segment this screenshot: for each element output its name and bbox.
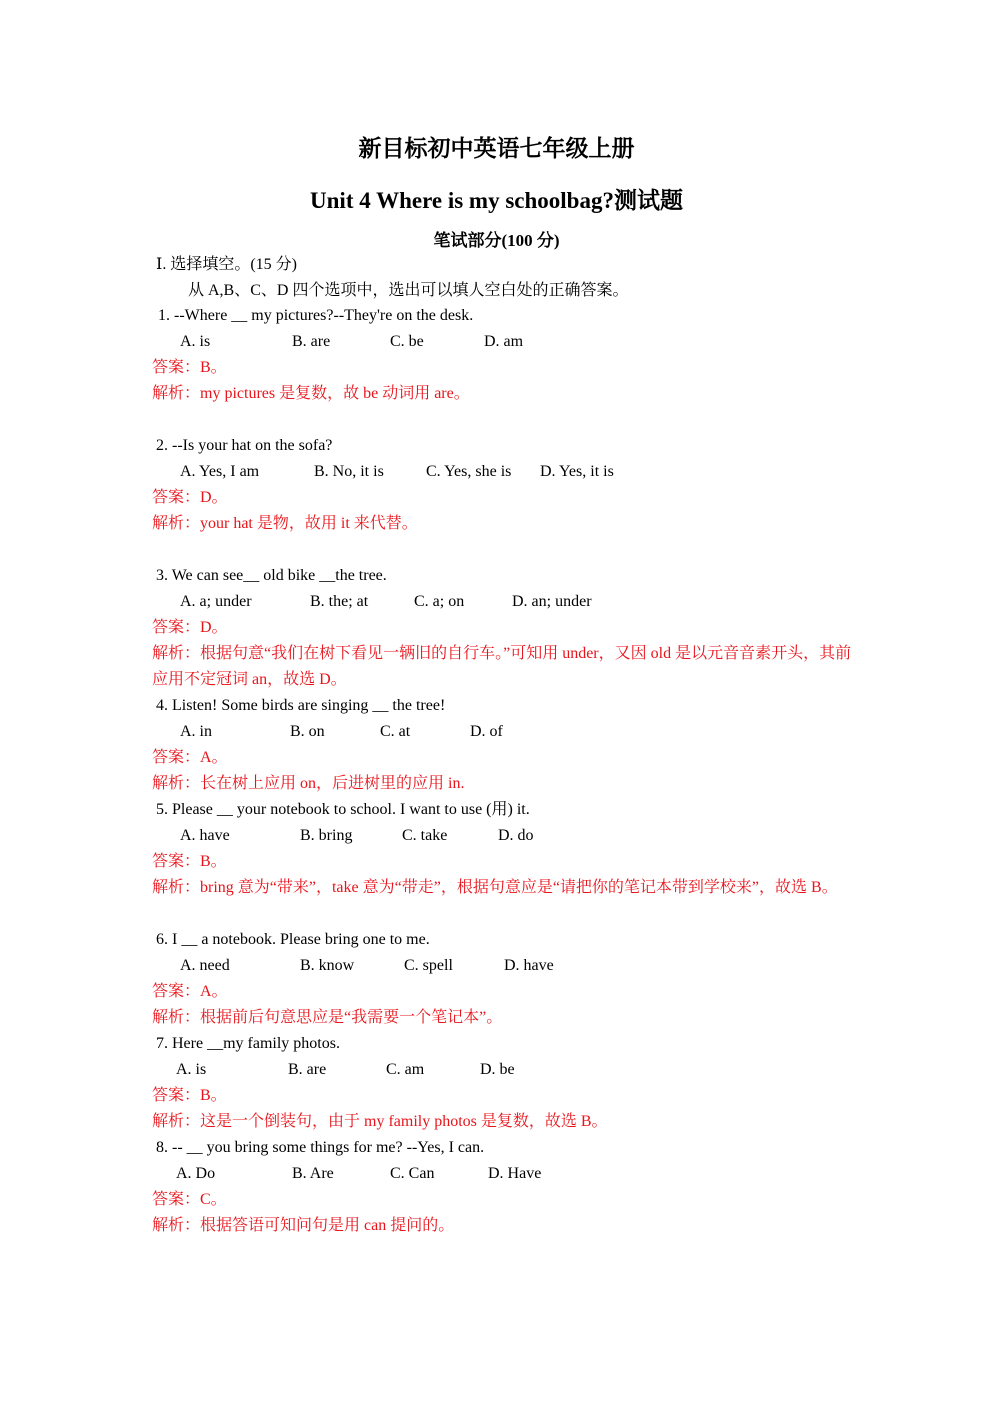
option-c: C. Can [390, 1165, 435, 1182]
section-heading: Ⅰ. 选择填空。(15 分) [156, 256, 297, 273]
option-a: A. is [176, 1061, 207, 1078]
section-subtitle: 笔试部分(100 分) [433, 231, 560, 250]
question-stem: 7. Here __my family photos. [156, 1035, 340, 1052]
question-stem: 4. Listen! Some birds are singing __ the tree! [156, 697, 446, 714]
option-b: B. bring [300, 827, 353, 844]
answer-text: 答案：B。 [152, 1087, 227, 1104]
option-a: A. Do [176, 1165, 216, 1182]
option-b: B. the; at [310, 593, 369, 610]
answer-text: 答案：A。 [152, 983, 228, 1000]
answer-text: 答案：B。 [152, 853, 227, 870]
option-a: A. have [180, 827, 230, 844]
option-b: B. know [300, 957, 355, 974]
unit-title: Unit 4 Where is my schoolbag?测试题 [310, 188, 683, 213]
option-c: C. take [402, 827, 448, 844]
option-c: C. a; on [414, 593, 465, 610]
question-stem: 6. I __ a notebook. Please bring one to me. [156, 931, 430, 948]
option-b: B. No, it is [314, 463, 384, 480]
option-c: C. at [380, 723, 411, 740]
answer-text: 答案：B。 [152, 359, 227, 376]
document-title: 新目标初中英语七年级上册 [358, 136, 635, 161]
option-d: D. have [504, 957, 554, 974]
option-d: D. Yes, it is [540, 463, 614, 480]
analysis-text: 解析：bring 意为“带来”，take 意为“带走”，根据句意应是“请把你的笔记本带到学校来”，故选 B。 [152, 879, 838, 896]
option-d: D. am [484, 333, 524, 350]
option-a: A. a; under [180, 593, 252, 610]
option-c: C. spell [404, 957, 453, 974]
question-stem: 2. --Is your hat on the sofa? [156, 437, 333, 454]
analysis-text: 解析：长在树上应用 on，后进树里的应用 in. [152, 775, 465, 792]
option-b: B. are [292, 333, 331, 350]
analysis-text: 解析：my pictures 是复数，故 be 动词用 are。 [152, 385, 470, 402]
analysis-text: 解析：根据前后句意思应是“我需要一个笔记本”。 [152, 1009, 503, 1026]
answer-text: 答案：D。 [152, 489, 228, 506]
answer-text: 答案：D。 [152, 619, 228, 636]
option-a: A. is [180, 333, 211, 350]
analysis-text: 解析：根据答语可知问句是用 can 提问的。 [152, 1217, 455, 1234]
section-instruction: 从 A,B、C、D 四个选项中，选出可以填人空白处的正确答案。 [188, 282, 629, 299]
option-d: D. an; under [512, 593, 592, 610]
option-a: A. need [180, 957, 230, 974]
analysis-text: 解析：your hat 是物，故用 it 来代替。 [152, 515, 418, 532]
question-stem: 5. Please __ your notebook to school. I want to use (用) it. [156, 801, 530, 818]
option-a: A. Yes, I am [180, 463, 260, 480]
option-b: B. on [290, 723, 325, 740]
option-c: C. Yes, she is [426, 463, 512, 480]
question-stem: 1. --Where __ my pictures?--They're on the desk. [158, 307, 474, 324]
option-a: A. in [180, 723, 212, 740]
answer-text: 答案：C。 [152, 1191, 227, 1208]
option-d: D. Have [488, 1165, 542, 1182]
analysis-text: 解析：根据句意“我们在树下看见一辆旧的自行车。”可知用 under，又因 old 是以元音音素开头，其前应用不定冠词 an，故选 D。 [152, 645, 852, 688]
option-b: B. are [288, 1061, 327, 1078]
option-b: B. Are [292, 1165, 334, 1182]
question-stem: 8. -- __ you bring some things for me? --Yes, I can. [156, 1139, 485, 1156]
option-d: D. do [498, 827, 534, 844]
option-c: C. be [390, 333, 424, 350]
question-stem: 3. We can see__ old bike __the tree. [156, 567, 387, 584]
analysis-text: 解析：这是一个倒装句，由于 my family photos 是复数，故选 B。 [152, 1113, 608, 1130]
answer-text: 答案：A。 [152, 749, 228, 766]
option-c: C. am [386, 1061, 425, 1078]
option-d: D. of [470, 723, 503, 740]
option-d: D. be [480, 1061, 515, 1078]
